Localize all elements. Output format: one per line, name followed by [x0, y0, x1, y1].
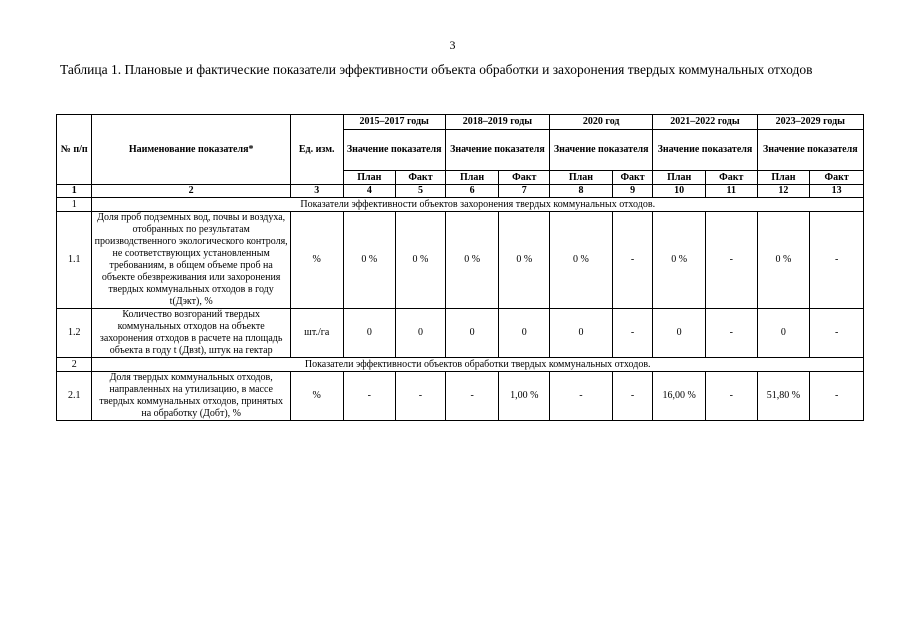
header-fact: Факт [612, 171, 653, 185]
value-cell: - [810, 372, 864, 421]
value-cell: - [343, 372, 396, 421]
unit-cell: шт./га [290, 309, 343, 358]
value-cell: 0 [653, 309, 706, 358]
value-cell: - [810, 309, 864, 358]
column-index: 1 [57, 185, 92, 198]
table-row [57, 212, 864, 309]
value-cell: 0 [757, 309, 810, 358]
header-plan: План [445, 171, 499, 185]
page-number: 3 [449, 38, 456, 52]
value-cell: 0 % [550, 212, 613, 309]
section-num: 2 [57, 358, 92, 372]
value-cell: - [445, 372, 499, 421]
header-value-label: Значение показателя [445, 130, 549, 171]
row-num: 1.1 [57, 212, 92, 309]
section-title: Показатели эффективности объектов захоронения твердых коммунальных отходов. [92, 198, 864, 212]
unit-cell: % [290, 372, 343, 421]
header-period: 2018–2019 годы [445, 115, 549, 130]
value-cell: - [612, 372, 653, 421]
indicator-name: Доля твердых коммунальных отходов, направленных на утилизацию, в массе твердых коммунальных отходов, принятых на обработку (Добт), % [92, 372, 290, 421]
header-period: 2015–2017 годы [343, 115, 445, 130]
column-index: 5 [396, 185, 446, 198]
header-period: 2023–2029 годы [757, 115, 863, 130]
table-row [57, 372, 864, 421]
value-cell: 0 % [653, 212, 706, 309]
header-period: 2020 год [550, 115, 653, 130]
column-index: 6 [445, 185, 499, 198]
column-index: 3 [290, 185, 343, 198]
column-index: 8 [550, 185, 613, 198]
column-index: 2 [92, 185, 290, 198]
value-cell: 0 % [396, 212, 446, 309]
column-index: 9 [612, 185, 653, 198]
header-fact: Факт [396, 171, 446, 185]
value-cell: 0 [445, 309, 499, 358]
header-fact: Факт [705, 171, 757, 185]
section-row [57, 198, 864, 212]
column-index-row [57, 185, 864, 198]
value-cell: - [705, 212, 757, 309]
value-cell: 0 % [445, 212, 499, 309]
value-cell: - [550, 372, 613, 421]
header-unit: Ед. изм. [290, 115, 343, 185]
value-cell: 0 % [757, 212, 810, 309]
value-cell: - [810, 212, 864, 309]
column-index: 11 [705, 185, 757, 198]
header-fact: Факт [499, 171, 550, 185]
header-plan: План [343, 171, 396, 185]
header-plan: План [757, 171, 810, 185]
row-num: 2.1 [57, 372, 92, 421]
value-cell: - [612, 212, 653, 309]
header-period: 2021–2022 годы [653, 115, 757, 130]
value-cell: - [612, 309, 653, 358]
header-value-label: Значение показателя [550, 130, 653, 171]
section-title: Показатели эффективности объектов обработки твердых коммунальных отходов. [92, 358, 864, 372]
value-cell: 0 [550, 309, 613, 358]
header-value-label: Значение показателя [653, 130, 757, 171]
header-value-label: Значение показателя [343, 130, 445, 171]
value-cell: 51,80 % [757, 372, 810, 421]
header-name: Наименование показателя* [92, 115, 290, 185]
indicators-table [56, 114, 864, 421]
header-plan: План [550, 171, 613, 185]
header-num: № п/п [57, 115, 92, 185]
header-fact: Факт [810, 171, 864, 185]
column-index: 13 [810, 185, 864, 198]
header-plan: План [653, 171, 706, 185]
section-row [57, 358, 864, 372]
row-num: 1.2 [57, 309, 92, 358]
column-index: 7 [499, 185, 550, 198]
table-caption: Таблица 1. Плановые и фактические показатели эффективности объекта обработки и захоронения твердых коммунальных отходов [60, 62, 813, 77]
value-cell: 0 [343, 309, 396, 358]
header-value-label: Значение показателя [757, 130, 863, 171]
unit-cell: % [290, 212, 343, 309]
indicator-name: Количество возгораний твердых коммунальных отходов на объекте захоронения отходов в расчете на площадь объекта в году t (Двзt), штук на гектар [92, 309, 290, 358]
value-cell: 0 [499, 309, 550, 358]
value-cell: - [705, 309, 757, 358]
value-cell: 1,00 % [499, 372, 550, 421]
column-index: 12 [757, 185, 810, 198]
value-cell: 0 % [343, 212, 396, 309]
indicator-name: Доля проб подземных вод, почвы и воздуха, отобранных по результатам производственного экологического контроля, не соответствующих установленным требованиям, в общем объеме проб на объекте обезвреживания или захоронения твердых коммунальных отходов в году t(Дэкт), % [92, 212, 290, 309]
section-num: 1 [57, 198, 92, 212]
value-cell: 0 [396, 309, 446, 358]
value-cell: - [705, 372, 757, 421]
column-index: 10 [653, 185, 706, 198]
value-cell: 0 % [499, 212, 550, 309]
column-index: 4 [343, 185, 396, 198]
value-cell: - [396, 372, 446, 421]
value-cell: 16,00 % [653, 372, 706, 421]
table-row [57, 309, 864, 358]
